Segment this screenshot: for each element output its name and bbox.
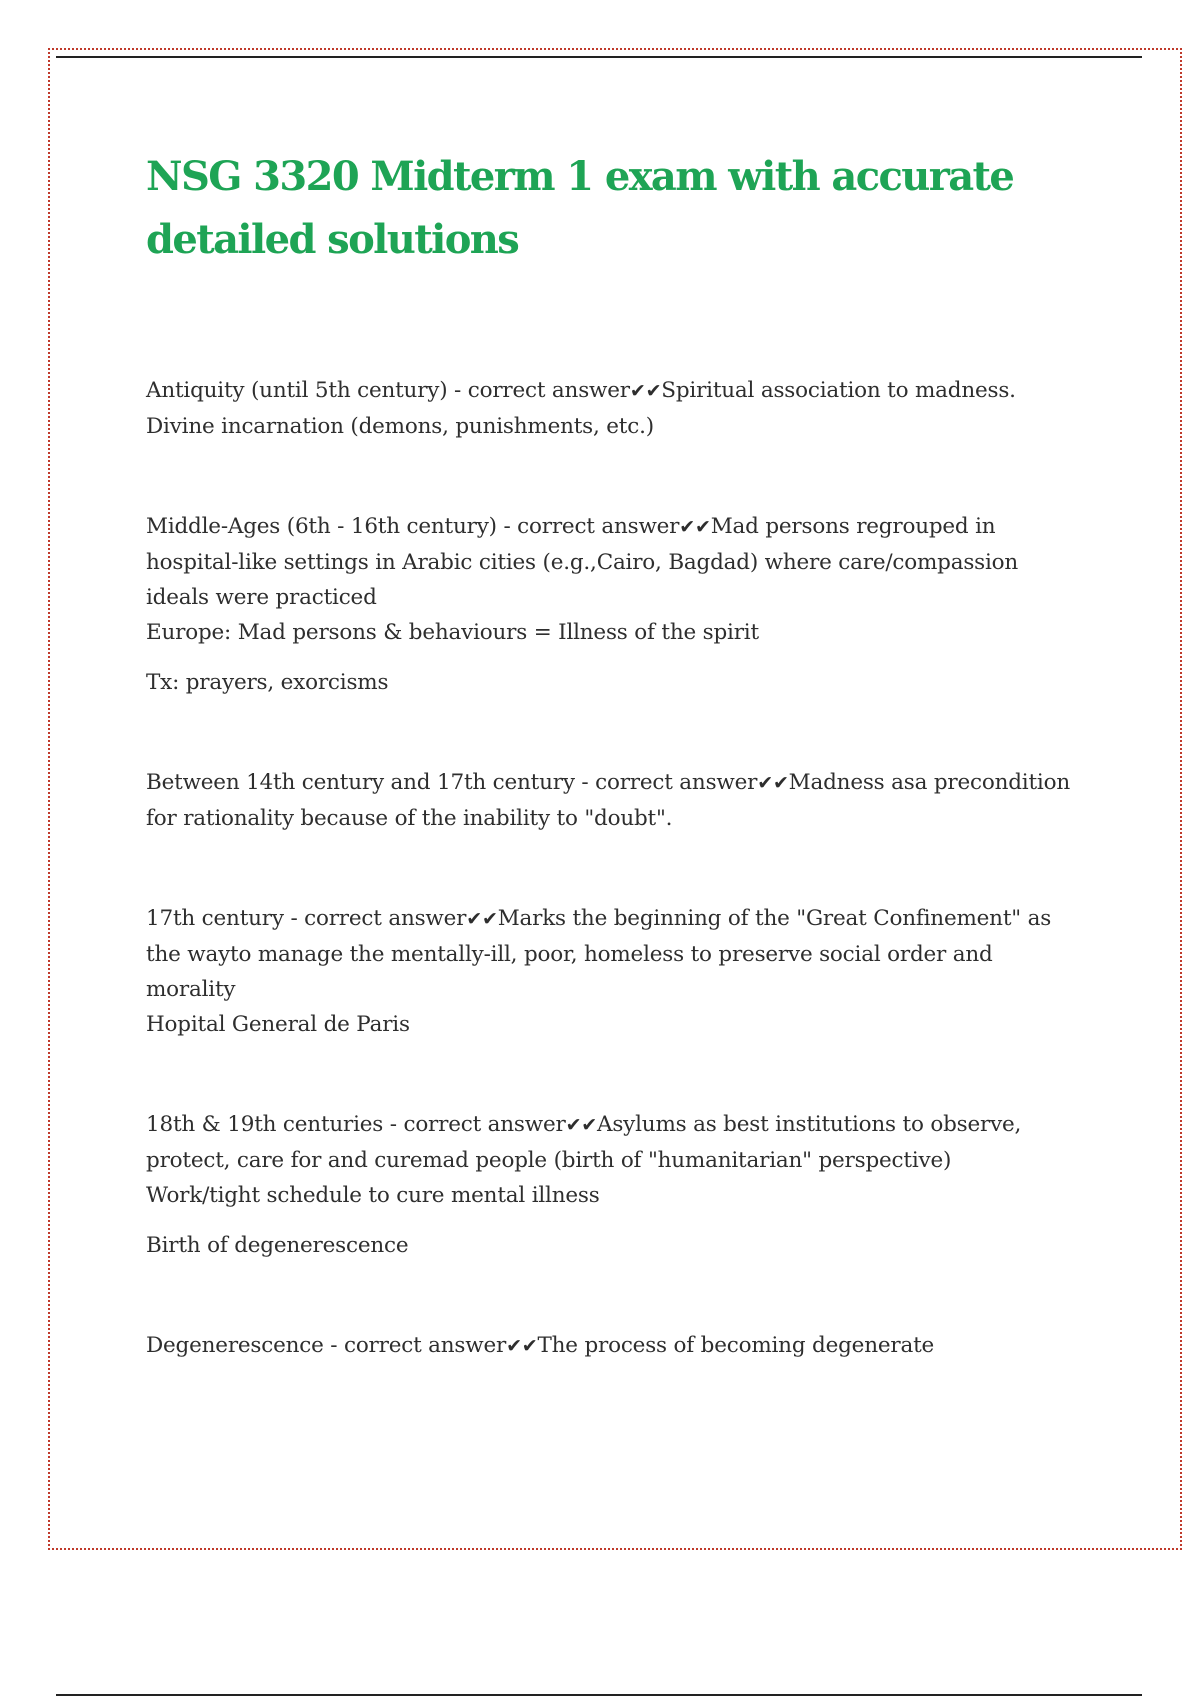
question-answer-line [146,373,1076,444]
separator: - correct answer [496,514,680,539]
question-answer-line [146,1328,1076,1364]
extra-line: Work/tight schedule to cure mental illness [146,1183,600,1208]
checkmark-icon: ✔✔ [679,516,711,538]
document-title: NSG 3320 Midterm 1 exam with accurate detailed solutions [146,153,1014,263]
document-body [146,145,1076,1429]
separator: - correct answer [323,1333,507,1358]
checkmark-icon: ✔✔ [629,380,662,402]
entry-degenerescence [146,1328,1076,1364]
term: 17th century [146,906,284,931]
term: Degenerescence [146,1333,324,1358]
entry-17th-century [146,901,1076,1042]
term: Antiquity (until 5th century) [146,378,448,403]
separator: - correct answer [283,906,467,931]
question-answer-line [146,901,1076,1007]
entry-antiquity [146,373,1076,444]
answer: Spiritual association to madness. Divine incarnation (demons, punishments, etc.) [146,378,1016,439]
extra-line: Tx: prayers, exorcisms [146,670,389,695]
term: 18th & 19th centuries [146,1112,384,1137]
entry-18th-19th-centuries [146,1107,1076,1263]
entry-14th-17th-century [146,765,1076,836]
checkmark-icon: ✔✔ [506,1335,538,1357]
bottom-rule [56,1694,1142,1696]
separator: - correct answer [574,770,758,795]
answer: Marks the beginning of the "Great Confinement" as the wayto manage the mentally-ill, poor, homeless to preserve social order and morality [146,906,1052,1002]
extra-line: Birth of degenerescence [146,1233,409,1258]
question-answer-line [146,1107,1076,1178]
answer: Mad persons regrouped in hospital-like settings in Arabic cities (e.g.,Cairo, Bagdad) where care/compassion ideals were practiced [146,514,1019,610]
term: Middle-Ages (6th - 16th century) [146,514,497,539]
answer: The process of becoming degenerate [537,1333,935,1358]
answer: Asylums as best institutions to observe, protect, care for and curemad people (birth of "humanitarian" perspective) [146,1112,1022,1173]
checkmark-icon: ✔✔ [565,1114,598,1136]
term: Between 14th century and 17th century [146,770,575,795]
separator: - correct answer [447,378,630,403]
answer: Madness asa precondition for rationality because of the inability to "doubt". [146,770,1070,831]
top-rule [56,56,1142,58]
separator: - correct answer [383,1112,566,1137]
entry-list [146,373,1076,1364]
entry-middle-ages [146,509,1076,700]
extra-line: Europe: Mad persons & behaviours = Illness of the spirit [146,620,759,645]
extra-line: Hopital General de Paris [146,1012,410,1037]
question-answer-line [146,765,1076,836]
checkmark-icon: ✔✔ [466,908,498,930]
checkmark-icon: ✔✔ [757,772,789,794]
question-answer-line [146,509,1076,615]
